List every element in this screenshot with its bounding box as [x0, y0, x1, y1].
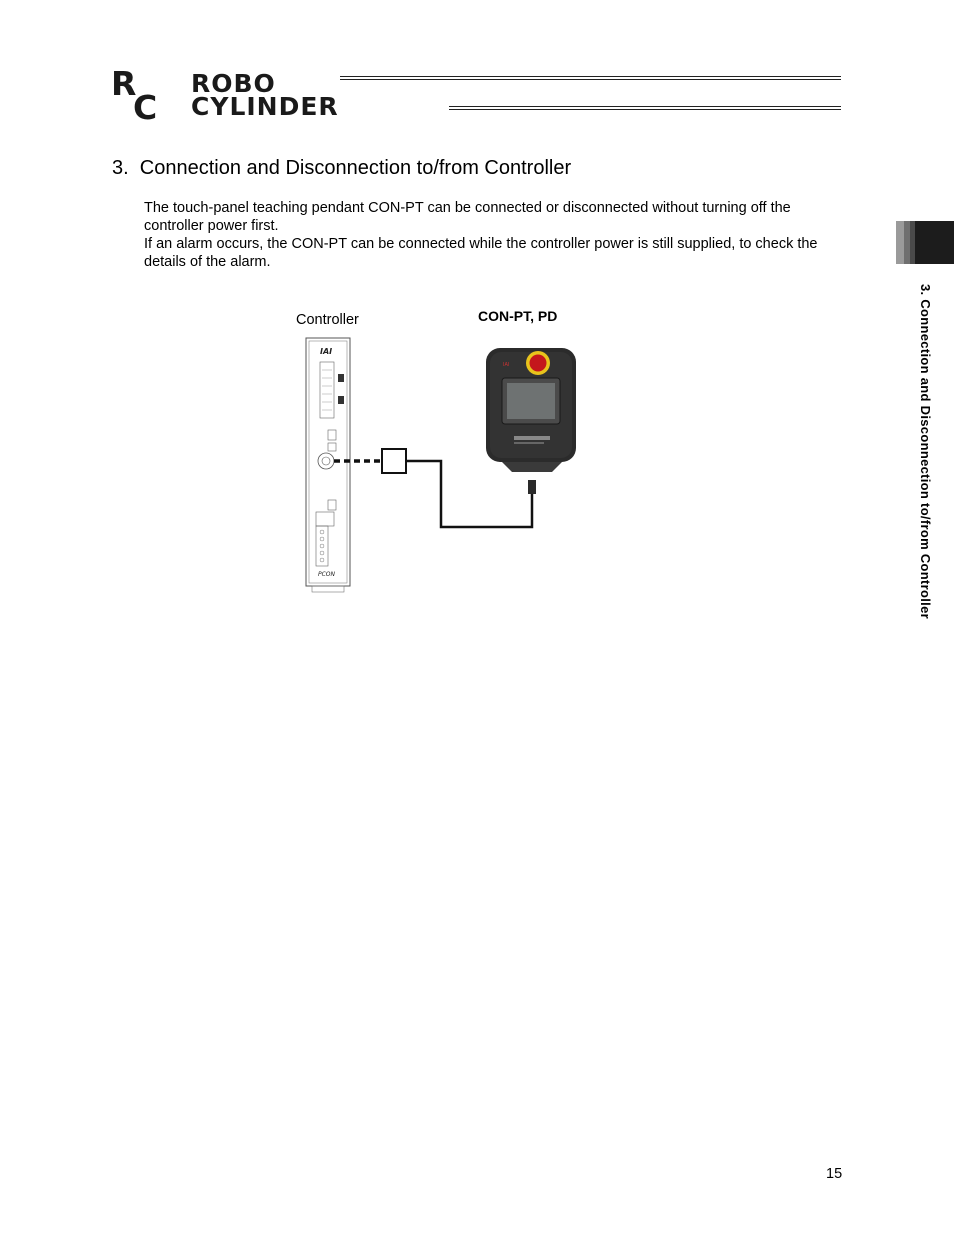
header-rule-bottom	[449, 106, 841, 110]
body-paragraph-1: The touch-panel teaching pendant CON-PT can be connected or disconnected without turning off the controller power first.	[144, 200, 791, 234]
connection-diagram	[290, 330, 600, 600]
pendant-brand-label: IAI	[503, 362, 510, 368]
controller-label: Controller	[296, 312, 359, 328]
section-heading: 3. Connection and Disconnection to/from Controller	[112, 157, 572, 179]
page-number: 15	[826, 1166, 843, 1182]
controller-unit	[306, 338, 350, 592]
header-rule-top	[340, 76, 841, 80]
logo-word-robo: ROBO	[191, 69, 276, 98]
logo-letter-c: C	[133, 88, 158, 120]
controller-brand-label: IAI	[320, 347, 333, 356]
logo-letter-r: R	[111, 68, 137, 103]
chapter-tab-marker	[896, 221, 954, 264]
rc-logo-mark	[111, 68, 187, 120]
chapter-tab-label: 3. Connection and Disconnection to/from Controller	[918, 284, 933, 619]
controller-model-label: PCON	[318, 571, 336, 578]
cable-connector-box	[382, 449, 406, 473]
body-paragraph-2: If an alarm occurs, the CON-PT can be connected while the controller power is still supplied, to check the details of the alarm.	[144, 236, 818, 270]
pendant-label: CON-PT, PD	[478, 308, 558, 324]
logo-word-cylinder: CYLINDER	[191, 92, 339, 121]
teaching-pendant-con-pt	[486, 348, 576, 494]
